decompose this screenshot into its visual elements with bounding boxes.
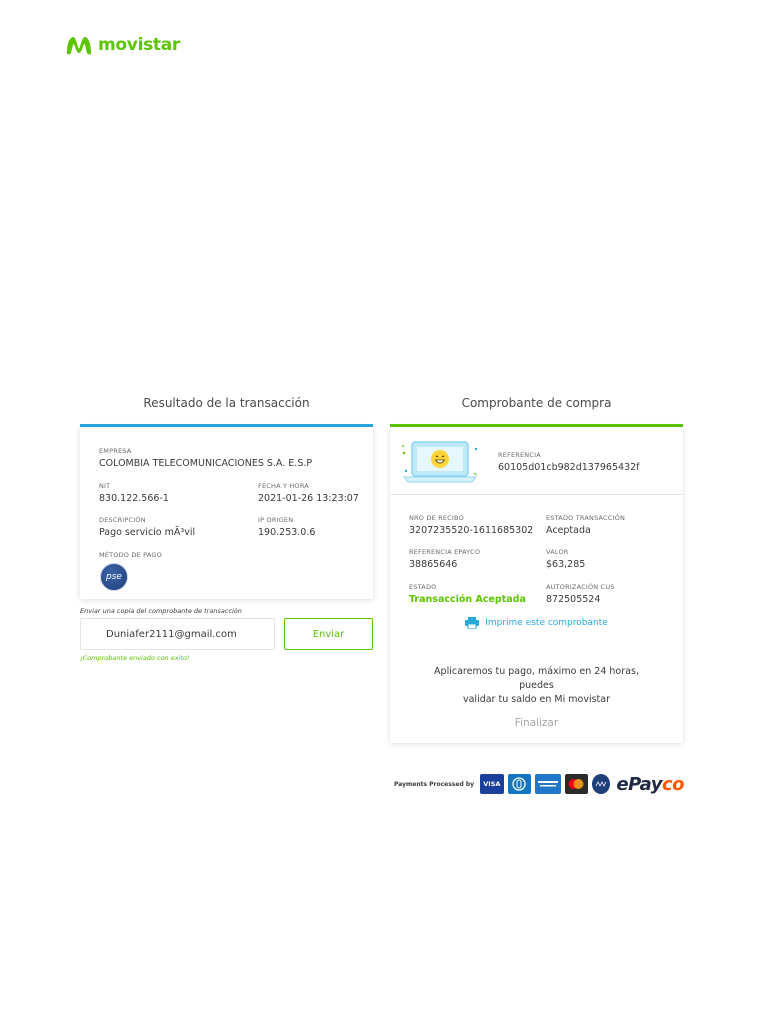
nit-value: 830.122.566-1 xyxy=(99,493,169,504)
payment-processor-footer xyxy=(394,772,684,796)
empresa-value: COLOMBIA TELECOMUNICACIONES S.A. E.S.P xyxy=(99,458,313,469)
pse-icon xyxy=(100,563,128,591)
referencia-label: REFERENCIA xyxy=(498,451,541,459)
american-express-icon xyxy=(535,774,560,794)
estado-transaccion-label: ESTADO TRANSACCIÓN xyxy=(546,514,626,522)
receipt-header xyxy=(390,427,683,495)
estado-value: Transacción Aceptada xyxy=(409,594,526,605)
referencia-field xyxy=(498,451,640,473)
nit-field xyxy=(99,482,169,504)
descripcion-value: Pago servicio mÃ³vil xyxy=(99,527,196,538)
referencia-value: 60105d01cb982d137965432f xyxy=(498,462,640,473)
metodo-field xyxy=(99,551,162,559)
diners-icon xyxy=(508,774,532,794)
estado-transaccion-value: Aceptada xyxy=(546,525,591,536)
transaction-result-panel xyxy=(80,392,373,662)
pse-text: pse xyxy=(106,572,122,582)
fecha-field xyxy=(258,482,359,504)
brand-name: movistar xyxy=(98,35,181,55)
send-copy-row xyxy=(80,618,373,650)
recibo-value: 3207235520-1611685302 xyxy=(409,525,534,536)
valor-value: $63,285 xyxy=(546,559,586,570)
processed-by-text: Payments Processed by xyxy=(394,780,475,788)
visa-text: VISA xyxy=(483,780,501,788)
recibo-label: NRO DE RECIBO xyxy=(409,514,464,522)
purchase-receipt-title: Comprobante de compra xyxy=(461,396,612,410)
nit-label: NIT xyxy=(99,482,111,490)
descripcion-field xyxy=(99,516,195,538)
transaction-details-card xyxy=(80,427,373,599)
sent-confirmation: ¡Comprobante enviado con exito! xyxy=(80,654,190,662)
happy-laptop-icon xyxy=(400,439,480,487)
metodo-label: MÉTODO DE PAGO xyxy=(99,551,162,559)
empresa-label: EMPRESA xyxy=(99,447,132,455)
descripcion-label: DESCRIPCIÓN xyxy=(99,516,146,524)
fecha-value: 2021-01-26 13:23:07 xyxy=(258,493,359,504)
transaction-result-title: Resultado de la transacción xyxy=(143,396,310,410)
estado-field xyxy=(409,583,526,605)
send-button[interactable]: Enviar xyxy=(284,618,373,650)
estado-label: ESTADO xyxy=(409,583,437,591)
ip-label: IP ORIGEN xyxy=(258,516,294,524)
pse-footer-icon xyxy=(592,774,610,794)
visa-icon xyxy=(480,774,504,794)
estado-transaccion-field xyxy=(546,514,625,536)
ip-field xyxy=(258,516,315,538)
ref-epayco-label: REFERENCIA EPAYCO xyxy=(409,548,481,556)
valor-field xyxy=(546,548,585,570)
purchase-receipt-panel xyxy=(390,392,683,743)
epayco-logo-a: ePay xyxy=(616,773,662,795)
print-receipt-link[interactable] xyxy=(390,617,683,629)
autorizacion-label: AUTORIZACIÓN CUS xyxy=(546,583,615,591)
movistar-m-icon xyxy=(64,33,94,57)
autorizacion-value: 872505524 xyxy=(546,594,601,605)
finalize-button[interactable]: Finalizar xyxy=(514,717,559,729)
valor-label: VALOR xyxy=(546,548,569,556)
email-field[interactable]: Duniafer2111@gmail.com xyxy=(80,618,275,650)
ref-epayco-field xyxy=(409,548,480,570)
ip-value: 190.253.0.6 xyxy=(258,527,316,538)
receipt-card xyxy=(390,427,683,743)
recibo-field xyxy=(409,514,533,536)
printer-icon xyxy=(465,617,479,629)
epayco-logo xyxy=(616,774,684,795)
payment-note xyxy=(390,665,683,707)
print-receipt-text[interactable]: Imprime este comprobante xyxy=(485,618,608,628)
movistar-logo xyxy=(64,33,180,57)
payment-note-line1: Aplicaremos tu pago, máximo en 24 horas, puedes xyxy=(434,666,639,691)
mastercard-icon xyxy=(565,774,589,794)
receipt-body xyxy=(390,495,683,743)
send-copy-label: Enviar una copia del comprobante de transacción xyxy=(80,607,242,615)
ref-epayco-value: 38865646 xyxy=(409,559,458,570)
autorizacion-field xyxy=(546,583,615,605)
payment-note-line2: validar tu saldo en Mi movistar xyxy=(462,694,610,705)
epayco-logo-b: co xyxy=(661,773,684,795)
empresa-field xyxy=(99,447,312,469)
fecha-label: FECHA Y HORA xyxy=(258,482,309,490)
